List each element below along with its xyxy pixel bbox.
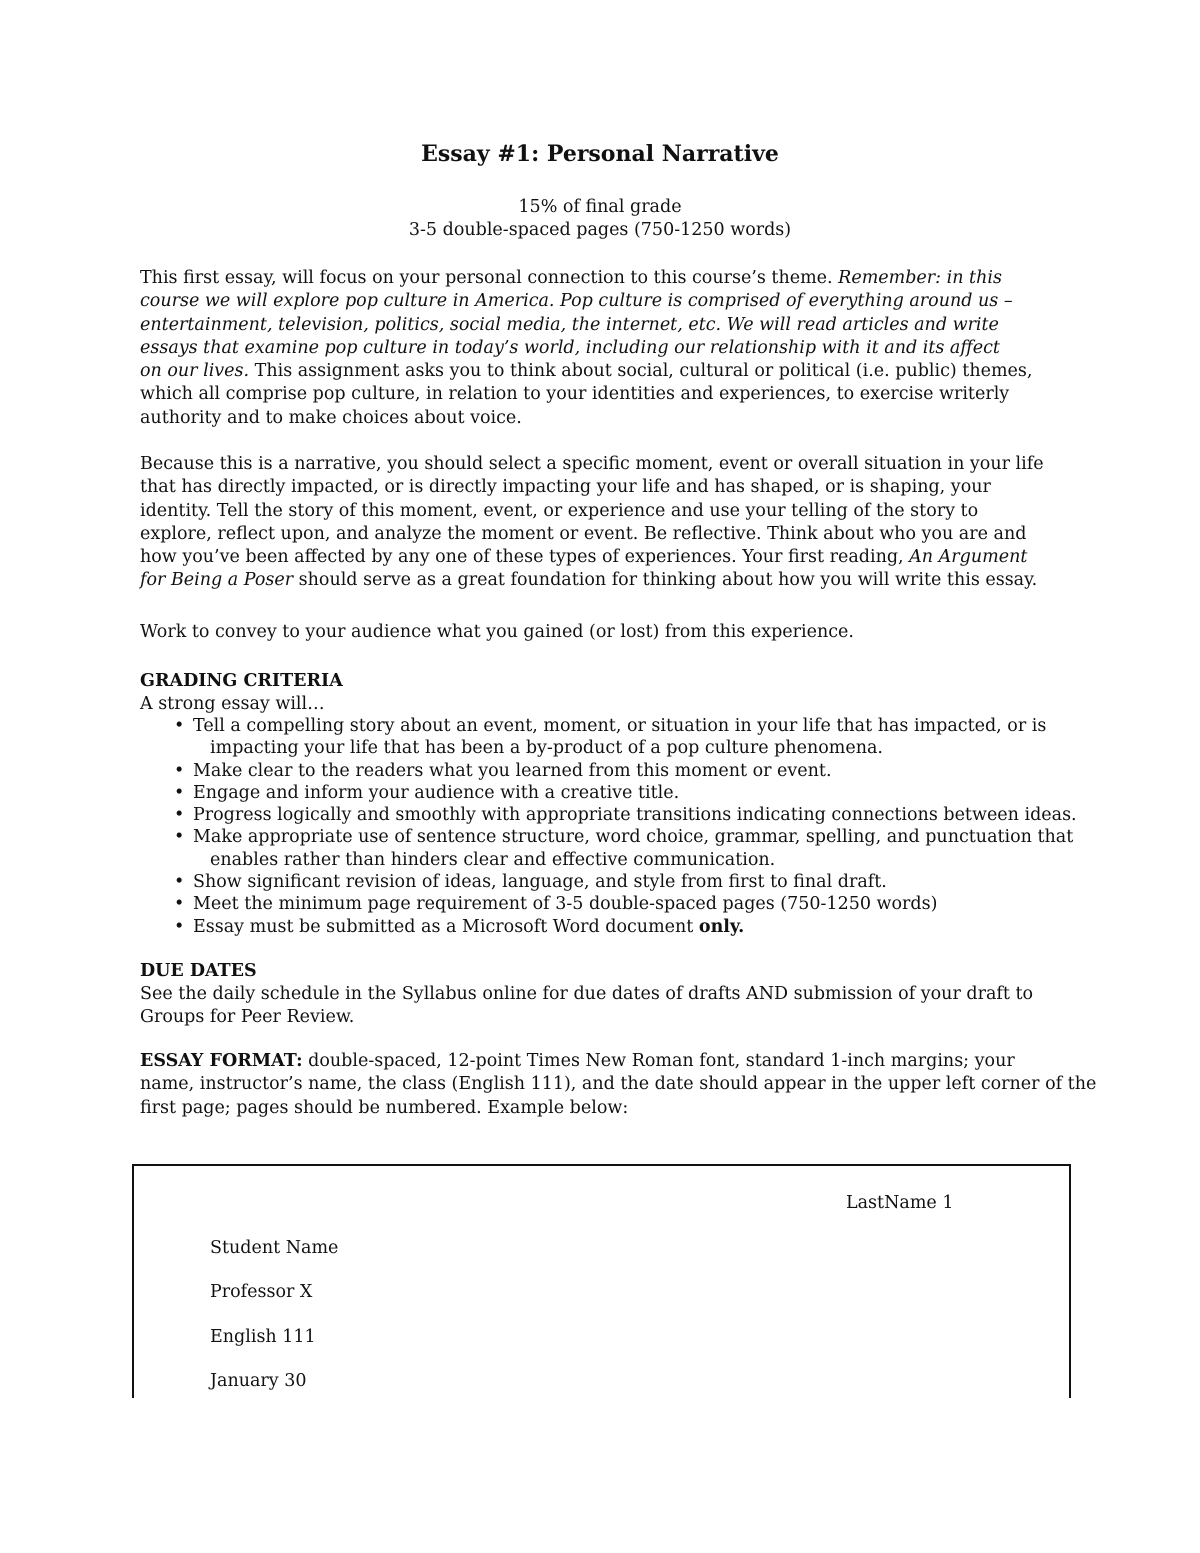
intro-emphasis: entertainment, television, politics, social media, the internet, etc. We will read articles and write [140, 314, 999, 335]
bullet-icon: • [174, 782, 185, 803]
reading-title: An Argument [909, 547, 1028, 568]
bullet-icon: • [174, 716, 185, 736]
narrative-line: identity. Tell the story of this moment, event, or experience and use your telling of the story to [140, 500, 979, 521]
due-dates-heading: DUE DATES [140, 961, 257, 981]
narrative-line: that has directly impacted, or is directly impacting your life and has shaped, or is shaping, your [140, 477, 991, 498]
due-dates-paragraph: See the daily schedule in the Syllabus online for due dates of drafts AND submission of your draft to Groups for Peer Review. [140, 984, 1034, 1028]
intro-line: This assignment asks you to think about social, cultural or political (i.e. public) themes, [249, 361, 1033, 382]
bullet-icon: • [174, 805, 185, 826]
intro-line: which all comprise pop culture, in relation to your identities and experiences, to exercise writerly [140, 384, 1010, 405]
list-item: • Essay must be submitted as a Microsoft Word document only. [174, 916, 745, 937]
narrative-line: should serve as a great foundation for thinking about how you will write this essay. [293, 570, 1038, 591]
intro-emphasis: essays that examine pop culture in today’s world, including our relationship with it and its affect [140, 337, 1000, 358]
intro-emphasis: Remember: in this [838, 268, 1002, 288]
list-item: • Progress logically and smoothly with appropriate transitions indicating connections between ideas. [174, 805, 1077, 826]
bullet-icon: • [174, 872, 185, 893]
list-item: • Tell a compelling story about an event, moment, or situation in your life that has impacted, or is impacting your life that has been a by-product of a pop culture phenomena. [174, 716, 1047, 759]
bullet-icon: • [174, 894, 185, 915]
list-item: • Engage and inform your audience with a creative title. [174, 782, 680, 803]
intro-line: authority and to make choices about voice. [140, 407, 522, 428]
reading-title: for Being a Poser [140, 570, 294, 591]
grade-weight: 15% of final grade [518, 197, 682, 217]
sample-class: English 111 [210, 1327, 316, 1347]
list-item: • Show significant revision of ideas, language, and style from first to final draft. [174, 872, 887, 893]
narrative-paragraph [140, 453, 1060, 593]
narrative-line: explore, reflect upon, and analyze the moment or event. Be reflective. Think about who you are and [140, 523, 1027, 544]
narrative-line: how you’ve been affected by any one of these types of experiences. Your first reading, [140, 547, 910, 568]
narrative-line: Because this is a narrative, you should select a specific moment, event or overall situation in your life [140, 454, 1044, 474]
intro-emphasis: course we will explore pop culture in America. Pop culture is comprised of everything around us – [140, 291, 1013, 312]
list-item: • Make clear to the readers what you learned from this moment or event. [174, 760, 832, 781]
sample-first-page [132, 1164, 1071, 1398]
grading-criteria-list [140, 715, 1077, 938]
page-title: Essay #1: Personal Narrative [421, 141, 779, 167]
sample-date: January 30 [210, 1371, 307, 1391]
sample-header: LastName 1 [846, 1193, 954, 1213]
grading-heading: GRADING CRITERIA [140, 671, 343, 691]
page-requirement: 3-5 double-spaced pages (750-1250 words) [408, 220, 792, 240]
essay-format-label: ESSAY FORMAT: [140, 1051, 303, 1071]
bullet-icon: • [174, 827, 185, 848]
essay-format-paragraph: ESSAY FORMAT: double-spaced, 12-point Times New Roman font, standard 1-inch margins; your name, instructor’s name, the class (English 111), and the date should appear in the upper left corner of the first page; pages should be numbered. Example below: [140, 1051, 1097, 1118]
convey-paragraph: Work to convey to your audience what you gained (or lost) from this experience. [140, 622, 854, 642]
intro-emphasis: on our lives. [140, 361, 250, 382]
bullet-icon: • [174, 760, 185, 781]
list-item: • Make appropriate use of sentence structure, word choice, grammar, spelling, and punctuation that enables rather than hinders clear and effective communication. [174, 827, 1074, 870]
emphasis-only: only. [698, 916, 745, 937]
sample-student-name: Student Name [210, 1238, 339, 1258]
intro-paragraph [140, 267, 1060, 430]
bullet-icon: • [174, 916, 185, 937]
grading-lead: A strong essay will… [140, 694, 325, 714]
sample-professor: Professor X [210, 1282, 313, 1302]
list-item: • Meet the minimum page requirement of 3-5 double-spaced pages (750-1250 words) [174, 894, 938, 915]
intro-line: This first essay, will focus on your personal connection to this course’s theme. [140, 268, 839, 288]
